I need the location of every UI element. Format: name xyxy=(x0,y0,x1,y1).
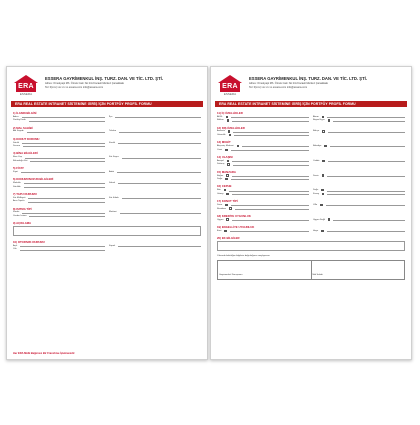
form-header xyxy=(13,75,201,99)
field-input-line[interactable] xyxy=(122,156,201,159)
field-checkbox[interactable] xyxy=(322,160,324,162)
form-section xyxy=(13,126,201,134)
era-logo: ERA ESSERA xyxy=(13,75,39,97)
field-label: Anayol xyxy=(217,159,224,162)
form-field xyxy=(217,163,309,167)
form-section xyxy=(217,155,405,166)
field-checkbox[interactable] xyxy=(226,193,228,195)
field-input-line[interactable] xyxy=(117,171,201,174)
form-field xyxy=(13,185,105,189)
field-label: Bina Yaşı xyxy=(13,156,23,159)
field-checkbox[interactable] xyxy=(227,160,229,162)
field-checkbox[interactable] xyxy=(322,116,324,118)
form-field xyxy=(313,130,405,134)
field-checkbox[interactable] xyxy=(228,130,230,132)
field-checkbox[interactable] xyxy=(328,119,330,121)
field-label: Adres xyxy=(13,115,19,118)
field-input-line[interactable] xyxy=(326,204,406,207)
field-input-line[interactable] xyxy=(28,196,105,199)
form-field xyxy=(217,218,309,222)
form-field xyxy=(13,244,105,251)
field-label: Fiyat xyxy=(13,170,18,173)
form-field xyxy=(109,130,201,134)
field-label: Beyaz Eşya xyxy=(313,119,325,122)
field-input-line[interactable] xyxy=(327,116,405,119)
form-field xyxy=(109,155,201,159)
era-logo: ERA ESSERA xyxy=(217,75,243,97)
field-checkbox[interactable] xyxy=(224,189,226,191)
form-section xyxy=(217,140,405,151)
field-checkbox[interactable] xyxy=(226,116,228,118)
field-checkbox[interactable] xyxy=(321,189,323,191)
field-checkbox[interactable] xyxy=(328,218,330,220)
form-field xyxy=(109,211,201,215)
form-section xyxy=(217,199,405,210)
field-input-line[interactable] xyxy=(20,244,105,247)
form-field xyxy=(217,203,309,207)
field-label: Kat İrtifakı xyxy=(109,196,119,199)
section-title: 6) KONUMUNUZUN BİLGİLERİ xyxy=(13,177,54,182)
field-input-line[interactable] xyxy=(328,130,405,133)
field-label: Villa xyxy=(313,203,318,206)
field-label: Dolmuş xyxy=(217,163,225,166)
field-label: Asansör xyxy=(217,130,226,133)
notes-area[interactable] xyxy=(217,241,405,251)
company-address: Adres: Ornekyapi Mh. Örnek Cad. No:1/A Kocaeli Merkez Çanakkale Tel: 0(xxx) xxx xx xx essera.com info@essera.com xyxy=(45,82,125,89)
form-field xyxy=(13,119,105,123)
form-field xyxy=(217,148,309,152)
field-input-line[interactable] xyxy=(24,185,105,188)
form-field xyxy=(217,119,309,123)
field-label: Merkezi xyxy=(109,211,117,214)
field-label: Yerden Isıtma xyxy=(13,215,27,218)
field-checkbox[interactable] xyxy=(225,149,227,151)
field-input-line[interactable] xyxy=(24,182,105,185)
field-label: Açık xyxy=(13,244,18,247)
form-field xyxy=(313,159,405,163)
form-section xyxy=(217,170,405,181)
field-label: Boğaz xyxy=(217,174,224,177)
form-field xyxy=(109,115,201,119)
form-field xyxy=(109,244,201,248)
field-input-line[interactable] xyxy=(242,145,309,148)
form-field xyxy=(313,188,405,192)
form-banner: ERA REAL ESTATE INTRANET SİSTEMİNE GİRİŞ İÇİN PORTFÖY PROFİL FORMU xyxy=(11,101,203,107)
notes-area[interactable] xyxy=(13,226,201,236)
field-label: Kiralık xyxy=(109,141,116,144)
form-section xyxy=(217,214,405,222)
form-field xyxy=(217,133,309,137)
field-input-line[interactable] xyxy=(333,218,405,221)
field-input-line[interactable] xyxy=(122,196,201,199)
field-label: Alarm xyxy=(313,115,319,118)
section-title: 17) KONUT TİPİ xyxy=(217,199,238,204)
form-section xyxy=(13,240,201,251)
form-page-right xyxy=(210,66,412,360)
form-field xyxy=(217,207,309,211)
field-input-line[interactable] xyxy=(22,141,105,144)
field-label: Evet xyxy=(217,229,222,232)
signature-field[interactable] xyxy=(218,261,312,279)
field-label: Telefon xyxy=(109,130,117,133)
field-input-line[interactable] xyxy=(233,130,309,133)
section-title: 10) OTOPARK DURUMU xyxy=(13,239,45,244)
field-label: Güvenlik xyxy=(217,134,226,137)
field-input-line[interactable] xyxy=(30,160,105,163)
form-field xyxy=(313,229,405,233)
form-body-left xyxy=(13,111,201,345)
form-section xyxy=(217,126,405,137)
field-label: Site Adı xyxy=(13,185,21,188)
field-input-line[interactable] xyxy=(232,218,309,221)
form-field xyxy=(13,244,105,251)
field-label: Devren xyxy=(13,145,21,148)
field-input-line[interactable] xyxy=(232,174,309,177)
field-label: Kat Sayısı xyxy=(109,156,119,159)
field-input-line[interactable] xyxy=(333,119,405,122)
section-title: 14) ULAŞIM xyxy=(217,155,233,160)
field-input-line[interactable] xyxy=(29,119,105,122)
form-field xyxy=(13,155,105,159)
form-section xyxy=(13,137,201,148)
field-label: Bahçe xyxy=(313,130,320,133)
form-field xyxy=(313,192,405,196)
section-title: 15) MANZARA xyxy=(217,169,236,174)
form-field xyxy=(13,170,105,174)
signature-field[interactable] xyxy=(312,261,405,279)
signature-box xyxy=(217,260,405,280)
form-field xyxy=(217,188,309,192)
form-banner: ERA REAL ESTATE INTRANET SİSTEMİNE GİRİŞ İÇİN PORTFÖY PROFİL FORMU xyxy=(215,101,407,107)
field-checkbox[interactable] xyxy=(227,119,229,121)
field-label: Uygun Değil xyxy=(313,218,325,221)
form-field xyxy=(109,181,201,185)
field-input-line[interactable] xyxy=(235,207,309,210)
field-checkbox[interactable] xyxy=(226,174,228,176)
form-section xyxy=(13,177,201,188)
field-checkbox[interactable] xyxy=(322,174,324,176)
form-field xyxy=(313,218,405,222)
field-label: Deniz xyxy=(313,174,319,177)
section-title: 8) ISITMA TİPİ xyxy=(13,206,32,211)
field-checkbox[interactable] xyxy=(224,230,226,232)
field-label: Kuzey xyxy=(313,192,320,195)
field-checkbox[interactable] xyxy=(324,145,326,147)
field-label: Daire xyxy=(217,203,223,206)
field-label: İlçe xyxy=(109,115,113,118)
section-title: 9) AÇIKLAMA xyxy=(13,221,32,226)
field-checkbox[interactable] xyxy=(226,218,228,220)
form-page-left xyxy=(6,66,208,360)
section-title: 18) KREDİYE UYGUNLUK xyxy=(217,213,251,218)
field-input-line[interactable] xyxy=(231,204,309,207)
form-field xyxy=(13,159,105,163)
field-label: Batı xyxy=(217,189,221,192)
field-input-line[interactable] xyxy=(22,211,105,214)
field-input-line[interactable] xyxy=(232,119,309,122)
form-section xyxy=(13,207,201,218)
signature-label: Gayrimenkul Danışmanı xyxy=(219,273,243,276)
field-label: Alışveriş Merkezi xyxy=(217,145,234,148)
field-input-line[interactable] xyxy=(327,193,405,196)
section-title: 1) İLANIN BİLGİSİ xyxy=(13,111,37,115)
field-input-line[interactable] xyxy=(21,171,105,174)
form-field xyxy=(109,170,201,174)
field-label: Balkon xyxy=(217,119,224,122)
field-input-line[interactable] xyxy=(231,116,309,119)
section-title: 2) MAL SAHİBİ xyxy=(13,125,33,130)
field-input-line[interactable] xyxy=(232,193,309,196)
confirmation-note: Yukarıda belirttiğim bilgilerin doğruluğunu onaylıyorum. xyxy=(217,254,271,257)
field-input-line[interactable] xyxy=(27,130,105,133)
field-checkbox[interactable] xyxy=(229,207,231,209)
field-label: Uygun xyxy=(217,218,224,221)
form-field xyxy=(313,174,405,178)
field-input-line[interactable] xyxy=(23,145,105,148)
field-label: Yok xyxy=(13,248,17,251)
company-name: ESSERA GAYRİMENKUL İNŞ. TURZ. DAN. VE TİC. LTD. ŞTİ. xyxy=(249,76,367,81)
form-field xyxy=(313,203,405,207)
field-input-line[interactable] xyxy=(119,130,201,133)
form-section xyxy=(13,221,201,236)
field-label: Doğa xyxy=(217,178,223,181)
field-input-line[interactable] xyxy=(20,248,105,251)
section-title: 7) TAPU DURUMU xyxy=(13,191,37,196)
field-label: Adı Soyadı xyxy=(13,130,24,133)
field-label: Kombi xyxy=(13,211,20,214)
field-checkbox[interactable] xyxy=(321,230,323,232)
form-field xyxy=(13,141,105,148)
field-input-line[interactable] xyxy=(233,163,309,166)
form-field xyxy=(217,174,309,181)
field-label: Kat Mülkiyeti xyxy=(13,196,26,199)
field-label: Güney xyxy=(217,192,224,195)
section-title: 19) ENGELLİYE UYGUNLUK xyxy=(217,224,255,229)
form-section xyxy=(217,236,405,251)
field-input-line[interactable] xyxy=(25,156,105,159)
field-label: Portföy Kodu xyxy=(13,119,26,122)
form-field xyxy=(13,130,105,134)
field-input-line[interactable] xyxy=(28,200,105,203)
footer-note: Her ERA Mülk Bağımsız Bir Franchise İşletmesidir xyxy=(13,352,75,355)
field-label: Arsa Tapulu xyxy=(13,200,25,203)
field-checkbox[interactable] xyxy=(225,204,227,206)
form-header xyxy=(217,75,405,99)
field-input-line[interactable] xyxy=(118,182,201,185)
form-field xyxy=(313,144,405,148)
field-checkbox[interactable] xyxy=(225,178,227,180)
field-input-line[interactable] xyxy=(231,178,309,181)
form-field xyxy=(13,181,105,185)
field-input-line[interactable] xyxy=(118,244,201,247)
section-title: 16) CEPHE xyxy=(217,184,232,189)
form-section xyxy=(13,192,201,203)
field-checkbox[interactable] xyxy=(227,163,229,165)
form-field xyxy=(13,200,105,204)
section-title: 4) BİNA BİLGİLERİ xyxy=(13,151,38,156)
field-label: Bulunduğu Kat xyxy=(13,159,28,162)
field-label: Cami xyxy=(217,148,223,151)
section-title: 12) DIŞ ÖZELLİKLER xyxy=(217,125,245,130)
field-input-line[interactable] xyxy=(327,229,405,232)
section-title: 11) İÇ ÖZELLİKLER xyxy=(217,111,243,115)
section-title: 3) KONUT DURUMU xyxy=(13,136,40,141)
company-address: Adres: Ornekyapi Mh. Örnek Cad. No:1/A Kocaeli Merkez Çanakkale Tel: 0(xxx) xxx xx xx essera.com info@essera.com xyxy=(249,82,329,89)
form-section xyxy=(13,166,201,174)
field-input-line[interactable] xyxy=(327,189,405,192)
form-field xyxy=(313,119,405,123)
field-checkbox[interactable] xyxy=(322,130,324,132)
form-section xyxy=(217,111,405,122)
field-checkbox[interactable] xyxy=(229,134,231,136)
field-input-line[interactable] xyxy=(328,160,405,163)
form-field xyxy=(217,115,309,122)
field-input-line[interactable] xyxy=(115,116,201,119)
section-title: 13) MUHİT xyxy=(217,140,231,145)
field-checkbox[interactable] xyxy=(320,204,322,206)
field-label: Mahalle xyxy=(13,182,21,185)
form-body-right xyxy=(217,111,405,345)
form-field xyxy=(217,174,309,181)
form-field xyxy=(109,141,201,145)
field-input-line[interactable] xyxy=(29,215,105,218)
field-label: Satılık xyxy=(13,141,20,144)
field-input-line[interactable] xyxy=(22,116,105,119)
field-checkbox[interactable] xyxy=(237,145,239,147)
field-label: Sokak xyxy=(109,182,116,185)
field-checkbox[interactable] xyxy=(322,193,324,195)
field-label: Aidat xyxy=(109,170,114,173)
signature-label: Mal Sahibi xyxy=(312,273,323,276)
field-input-line[interactable] xyxy=(231,148,310,151)
field-label: Hayır xyxy=(313,229,319,232)
form-section xyxy=(217,225,405,233)
field-label: ADSL xyxy=(217,115,223,118)
form-section xyxy=(13,151,201,162)
field-input-line[interactable] xyxy=(230,229,309,232)
form-field xyxy=(217,229,309,233)
field-input-line[interactable] xyxy=(327,174,405,177)
field-label: Belediye xyxy=(313,145,322,148)
form-field xyxy=(13,214,105,218)
section-title: 5) FİYAT xyxy=(13,166,24,171)
field-label: Kapalı xyxy=(109,244,116,247)
form-section xyxy=(13,111,201,122)
field-input-line[interactable] xyxy=(234,134,309,137)
field-label: Rezidans xyxy=(217,207,227,210)
form-field xyxy=(13,141,105,148)
form-section xyxy=(217,184,405,195)
field-label: Doğu xyxy=(313,189,319,192)
form-field xyxy=(217,192,309,196)
field-input-line[interactable] xyxy=(232,160,309,163)
company-name: ESSERA GAYRİMENKUL İNŞ. TURZ. DAN. VE TİC. LTD. ŞTİ. xyxy=(45,76,163,81)
field-label: Cadde xyxy=(313,159,320,162)
field-input-line[interactable] xyxy=(120,211,201,214)
section-title: 20) EK BİLGİLER xyxy=(217,236,240,240)
field-input-line[interactable] xyxy=(118,141,201,144)
field-input-line[interactable] xyxy=(229,189,309,192)
form-field xyxy=(109,196,201,200)
field-input-line[interactable] xyxy=(330,145,405,148)
